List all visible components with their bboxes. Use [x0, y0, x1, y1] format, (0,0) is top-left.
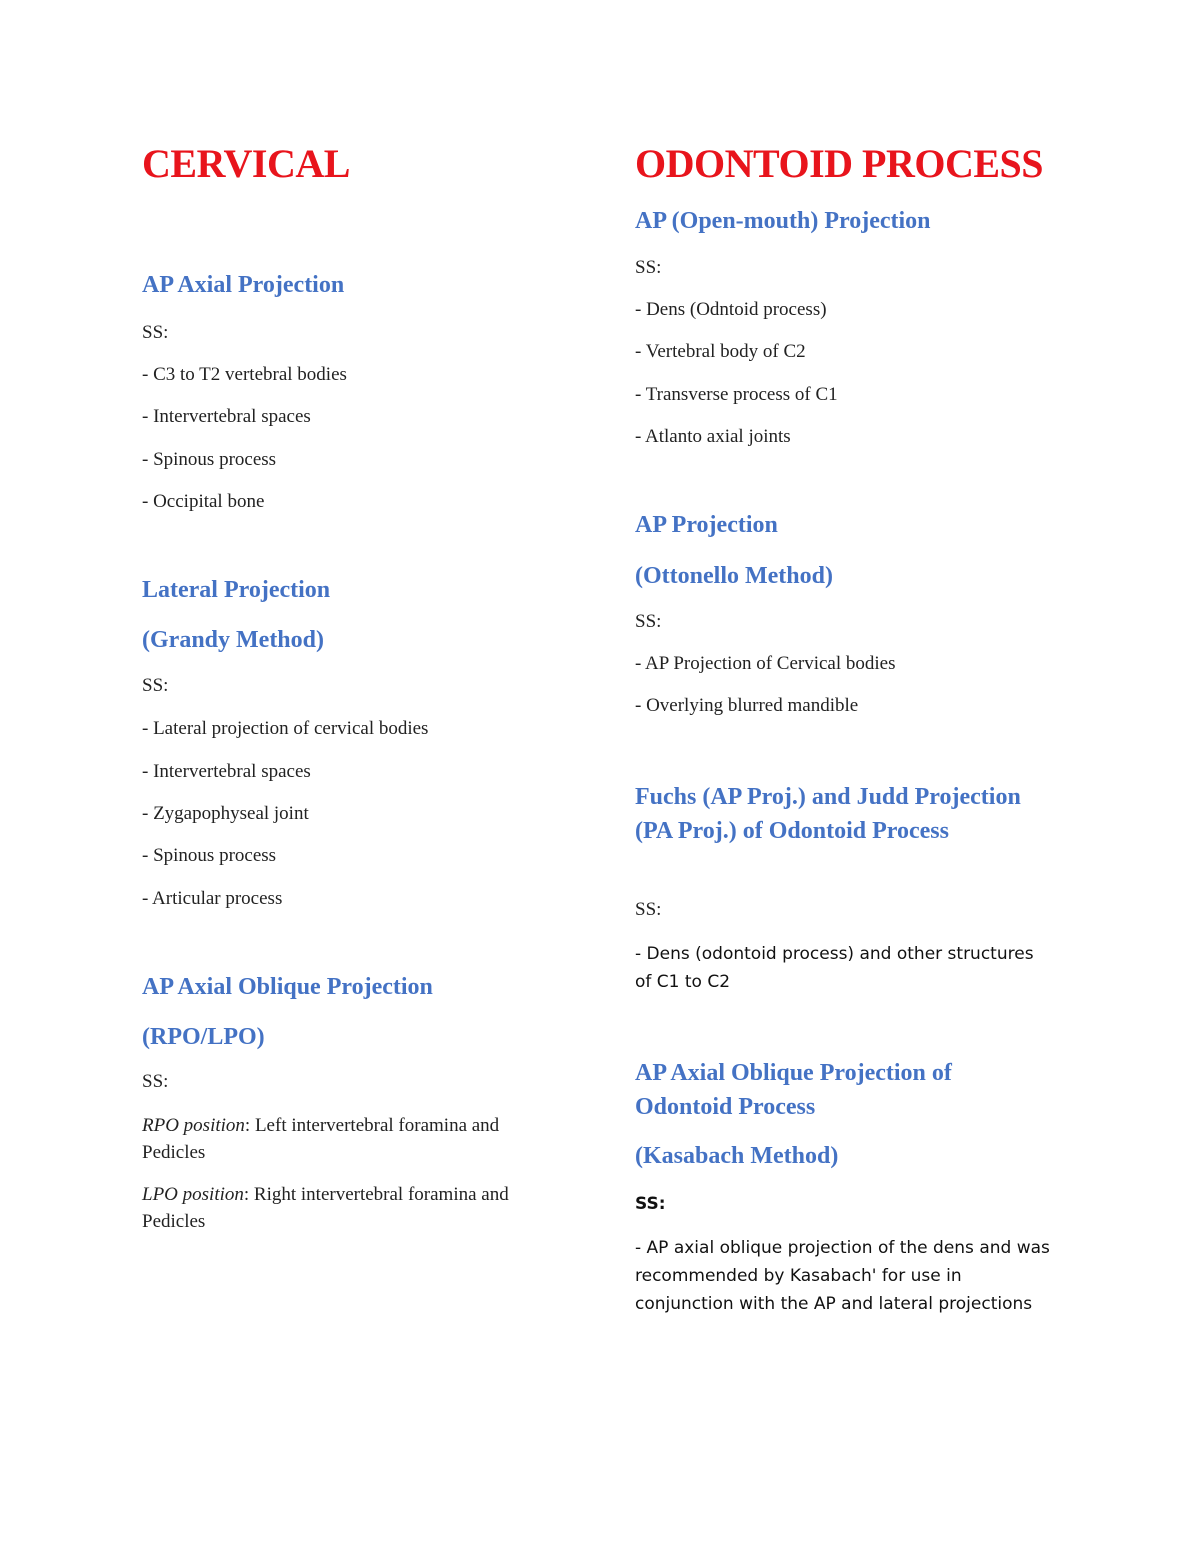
list-item: - Spinous process: [142, 845, 277, 866]
list-item: - Transverse process of C1: [635, 384, 838, 405]
ap-axial-oblique-heading: AP Axial Oblique Projection: [142, 974, 433, 1000]
lateral-heading: Lateral Projection: [142, 577, 331, 603]
ottonello-method: (Ottonello Method): [635, 563, 833, 589]
list-item: - AP Projection of Cervical bodies: [635, 653, 896, 674]
cervical-title: CERVICAL: [142, 141, 350, 186]
ap-axial-ss-label: SS:: [142, 322, 169, 343]
kasabach-ss-label: SS:: [635, 1194, 666, 1214]
rpo-position-desc: : Left intervertebral foramina and Pedicles: [142, 1115, 500, 1163]
list-item: - Intervertebral spaces: [142, 761, 311, 782]
ap-axial-oblique-ss-label: SS:: [142, 1071, 169, 1092]
list-item: - Occipital bone: [142, 491, 265, 512]
list-item: - Articular process: [142, 888, 283, 909]
odontoid-title: ODONTOID PROCESS: [635, 141, 1044, 186]
rpo-position-label: RPO position: [142, 1115, 245, 1136]
lateral-method: (Grandy Method): [142, 627, 324, 653]
ottonello-heading: AP Projection: [635, 512, 778, 538]
lpo-position-desc: : Right intervertebral foramina and Pedicles: [142, 1184, 509, 1232]
fuchs-ss-label: SS:: [635, 899, 662, 920]
list-item: - Atlanto axial joints: [635, 426, 791, 447]
lpo-position-text: [142, 1181, 567, 1235]
list-item: - Dens (Odntoid process): [635, 299, 827, 320]
kasabach-description: - AP axial oblique projection of the dens and was recommended by Kasabach' for use in conjunction with the AP and lateral projections: [635, 1238, 1050, 1314]
rpo-position-text: [142, 1112, 567, 1166]
list-item: - Lateral projection of cervical bodies: [142, 718, 429, 739]
lpo-position-label: LPO position: [142, 1184, 244, 1205]
kasabach-heading: AP Axial Oblique Projection of Odontoid Process: [635, 1060, 952, 1120]
open-mouth-heading: AP (Open-mouth) Projection: [635, 208, 931, 234]
lateral-ss-label: SS:: [142, 675, 169, 696]
fuchs-description: - Dens (odontoid process) and other structures of C1 to C2: [635, 944, 1034, 992]
list-item: - Overlying blurred mandible: [635, 695, 859, 716]
ap-axial-oblique-sub: (RPO/LPO): [142, 1024, 265, 1050]
kasabach-method: (Kasabach Method): [635, 1143, 839, 1169]
ap-axial-heading: AP Axial Projection: [142, 272, 345, 298]
open-mouth-ss-label: SS:: [635, 257, 662, 278]
list-item: - C3 to T2 vertebral bodies: [142, 364, 347, 385]
list-item: - Intervertebral spaces: [142, 406, 311, 427]
fuchs-judd-heading: Fuchs (AP Proj.) and Judd Projection (PA Proj.) of Odontoid Process: [635, 784, 1021, 844]
ottonello-ss-label: SS:: [635, 611, 662, 632]
list-item: - Zygapophyseal joint: [142, 803, 309, 824]
list-item: - Spinous process: [142, 449, 277, 470]
list-item: - Vertebral body of C2: [635, 341, 806, 362]
